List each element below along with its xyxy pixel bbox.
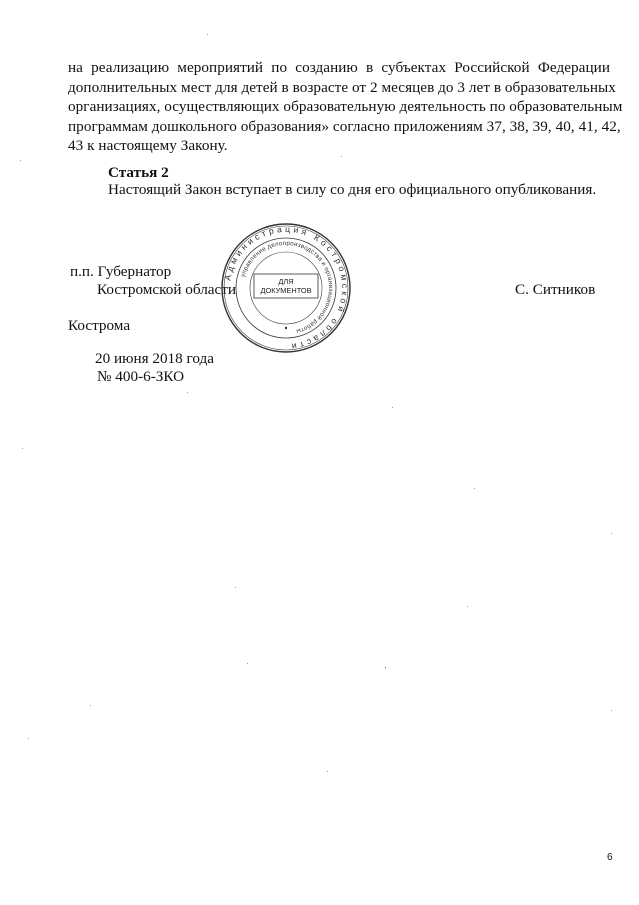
scan-speck <box>385 667 386 668</box>
scan-speck <box>22 448 23 449</box>
scan-speck <box>187 392 188 393</box>
official-stamp-icon <box>220 222 352 354</box>
stamp-inner-text: управление делопроизводства и организационной работы <box>239 239 335 335</box>
scan-speck <box>90 705 91 706</box>
stamp-box-line1: ДЛЯ <box>278 277 294 286</box>
body-paragraph <box>68 58 623 156</box>
paragraph-line: 43 к настоящему Закону. <box>68 137 228 155</box>
stamp-outer-text: Администрация Костромской области <box>222 223 351 353</box>
paragraph-line: программам дошкольного образования» согласно приложениям 37, 38, 39, 40, 41, 42, <box>68 117 621 135</box>
document-date: 20 июня 2018 года <box>95 350 215 367</box>
paragraph-line: дополнительных мест для детей в возрасте от 2 месяцев до 3 лет в образовательных <box>68 78 616 96</box>
page-number: 6 <box>607 852 613 863</box>
scan-speck <box>327 771 328 772</box>
scan-speck <box>611 710 612 711</box>
scan-speck <box>20 160 21 161</box>
signature-region: Костромской области <box>97 281 237 298</box>
paragraph-line: на реализацию мероприятий по созданию в субъектах Российской Федерации <box>68 59 610 76</box>
signature-title: п.п. Губернатор <box>70 263 172 280</box>
city-name: Кострома <box>68 317 131 334</box>
document-number: № 400-6-ЗКО <box>97 368 185 385</box>
scan-speck <box>235 587 236 588</box>
scan-speck <box>341 156 342 157</box>
scan-speck <box>474 488 475 489</box>
scan-speck <box>392 407 393 408</box>
stamp-box-line2: ДОКУМЕНТОВ <box>260 286 312 295</box>
scan-speck <box>467 606 468 607</box>
paragraph-line: организациях, осуществляющих образовательную деятельность по образовательным <box>68 98 623 116</box>
scan-speck <box>28 738 29 739</box>
article-title: Статья 2 <box>108 164 169 181</box>
scan-speck <box>207 34 208 35</box>
article-text: Настоящий Закон вступает в силу со дня его официального опубликования. <box>108 181 597 198</box>
scan-speck <box>247 663 248 664</box>
signature-name: С. Ситников <box>515 281 596 298</box>
scan-speck <box>611 533 612 534</box>
